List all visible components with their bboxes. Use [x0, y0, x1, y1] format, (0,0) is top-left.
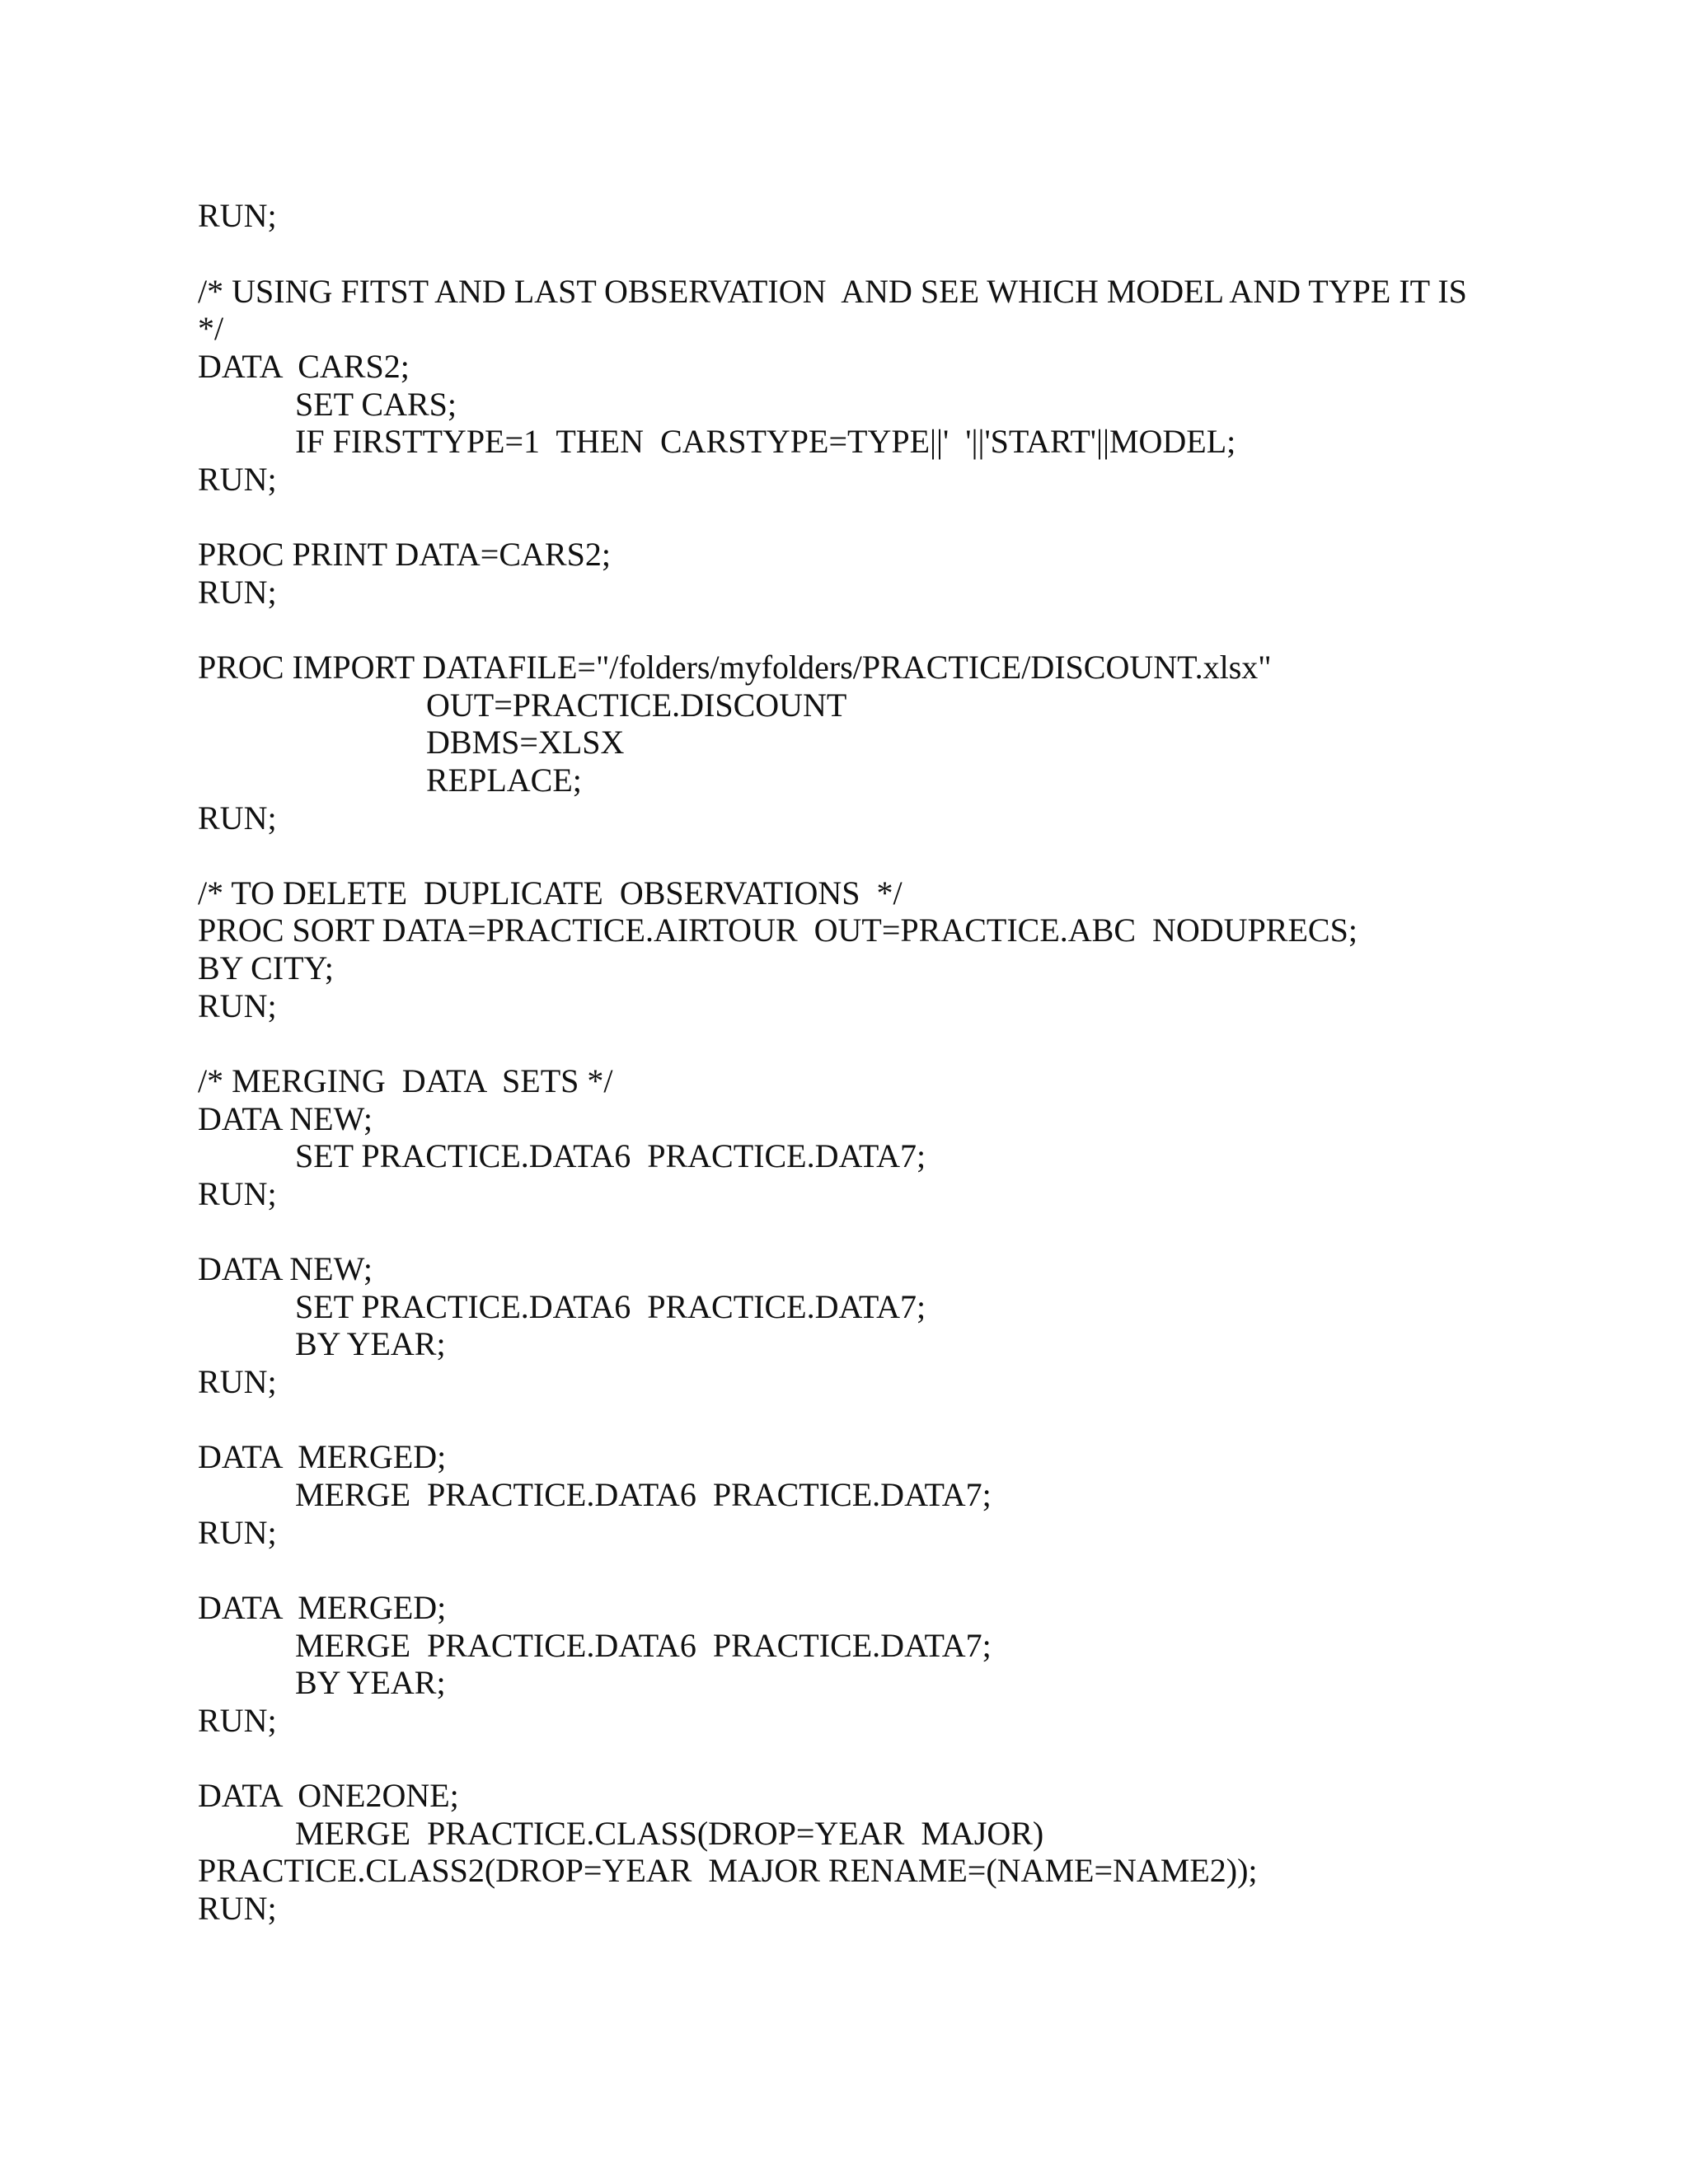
- code-line: RUN;: [198, 1702, 277, 1739]
- code-line: RUN;: [198, 1363, 277, 1400]
- comment-line: /* TO DELETE DUPLICATE OBSERVATIONS */: [198, 874, 903, 912]
- comment-line: /* MERGING DATA SETS */: [198, 1062, 613, 1099]
- code-line: SET PRACTICE.DATA6 PRACTICE.DATA7;: [295, 1137, 926, 1174]
- code-line: PROC SORT DATA=PRACTICE.AIRTOUR OUT=PRACTICE.ABC NODUPRECS;: [198, 912, 1357, 949]
- code-line: DATA MERGED;: [198, 1589, 447, 1626]
- code-line: RUN;: [198, 1175, 277, 1212]
- code-line: DATA NEW;: [198, 1250, 373, 1287]
- code-line: DATA NEW;: [198, 1100, 373, 1137]
- code-line: RUN;: [198, 197, 277, 234]
- code-line: DATA MERGED;: [198, 1438, 447, 1475]
- code-line: RUN;: [198, 799, 277, 837]
- code-line: RUN;: [198, 987, 277, 1024]
- code-line: IF FIRSTTYPE=1 THEN CARSTYPE=TYPE||' '||'START'||MODEL;: [295, 423, 1236, 460]
- code-line: RUN;: [198, 1514, 277, 1551]
- code-line: DBMS=XLSX: [426, 724, 625, 761]
- code-line: RUN;: [198, 1890, 277, 1927]
- code-line: BY CITY;: [198, 949, 334, 987]
- code-line: SET PRACTICE.DATA6 PRACTICE.DATA7;: [295, 1288, 926, 1325]
- comment-line: */: [198, 310, 224, 347]
- code-line: MERGE PRACTICE.DATA6 PRACTICE.DATA7;: [295, 1627, 992, 1664]
- code-line: PROC PRINT DATA=CARS2;: [198, 536, 611, 573]
- code-line: PRACTICE.CLASS2(DROP=YEAR MAJOR RENAME=(NAME=NAME2));: [198, 1852, 1258, 1889]
- code-line: OUT=PRACTICE.DISCOUNT: [426, 687, 847, 724]
- code-line: REPLACE;: [426, 762, 582, 799]
- comment-line: /* USING FITST AND LAST OBSERVATION AND SEE WHICH MODEL AND TYPE IT IS: [198, 273, 1467, 310]
- code-line: BY YEAR;: [295, 1325, 446, 1362]
- code-line: MERGE PRACTICE.CLASS(DROP=YEAR MAJOR): [295, 1815, 1044, 1852]
- code-line: DATA CARS2;: [198, 348, 410, 385]
- code-line: BY YEAR;: [295, 1664, 446, 1701]
- code-line: RUN;: [198, 461, 277, 498]
- code-line: PROC IMPORT DATAFILE="/folders/myfolders/PRACTICE/DISCOUNT.xlsx": [198, 649, 1272, 686]
- code-line: MERGE PRACTICE.DATA6 PRACTICE.DATA7;: [295, 1476, 992, 1513]
- code-line: SET CARS;: [295, 386, 457, 423]
- code-line: RUN;: [198, 574, 277, 611]
- code-line: DATA ONE2ONE;: [198, 1777, 459, 1814]
